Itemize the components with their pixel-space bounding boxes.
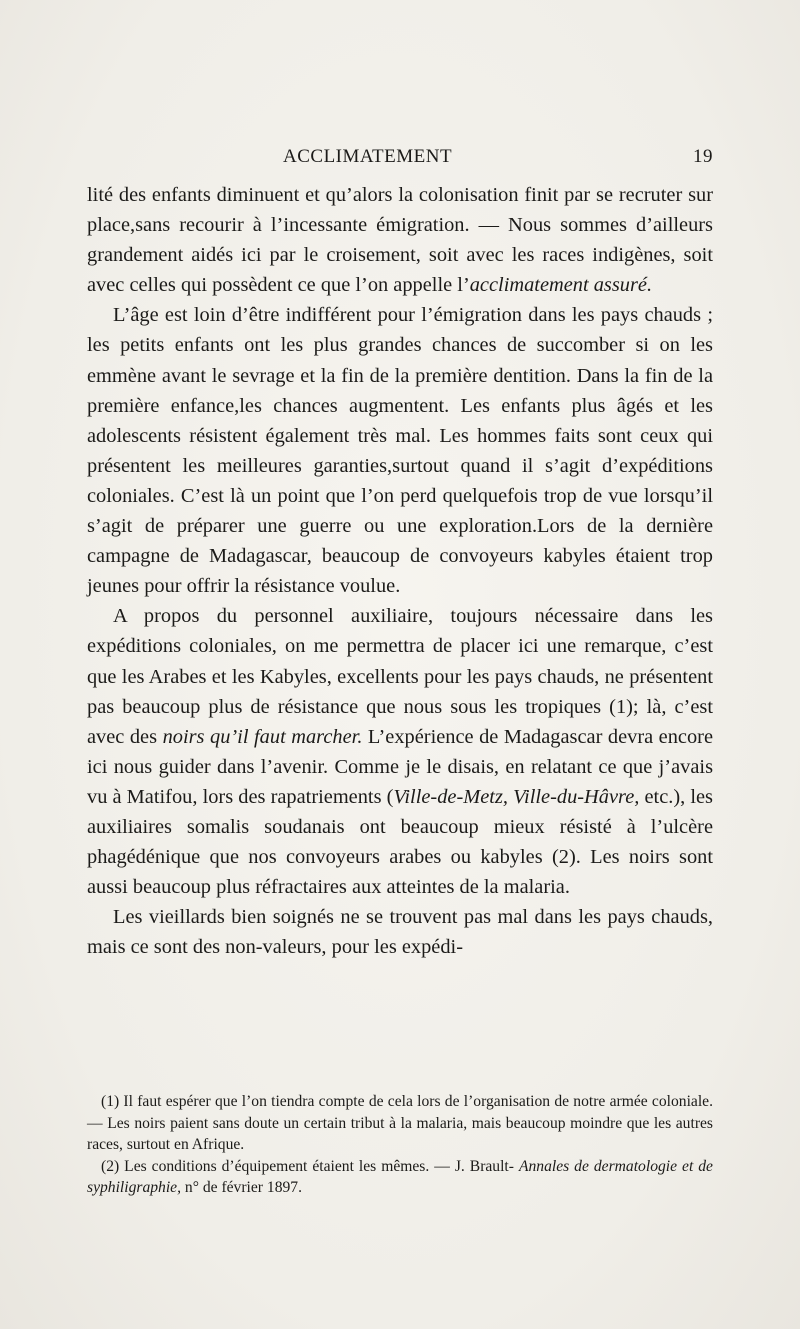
running-title: ACCLIMATEMENT bbox=[283, 146, 453, 167]
paragraph-3-text-b: L’expérience de Madagascar devra encore ici nous guider dans l’avenir. Comme je le disais, en relatant ce que j’avais vu à Matifou, lors des rapatriements ( bbox=[87, 725, 713, 808]
page-number: 19 bbox=[693, 146, 713, 167]
footnote-1: (1) Il faut espérer que l’on tiendra compte de cela lors de l’organisation de notre armée coloniale. — Les noirs paient sans doute un certain tribut à la malaria, mais beaucoup moindre que les autres races, surtout en Afrique. bbox=[87, 1093, 713, 1154]
paragraph-1 bbox=[87, 180, 713, 300]
paragraph-3 bbox=[87, 601, 713, 902]
footnote-2-text-a: (2) Les conditions d’équipement étaient les mêmes. — J. Brault- bbox=[101, 1157, 519, 1175]
paragraph-1-text: lité des enfants diminuent et qu’alors la colonisation finit par se recruter sur place,sans recourir à l’incessante émigration. — Nous sommes d’ailleurs grandement aidés ici par le croisement, soit avec les races indigènes, soit avec celles qui possèdent ce que l’on appelle l’ bbox=[87, 184, 713, 297]
footnotes bbox=[87, 1091, 713, 1199]
paragraph-3-text-a: A propos du personnel auxiliaire, toujours nécessaire dans les expéditions coloniales, on me permettra de placer ici une remarque, c’est que les Arabes et les Kabyles, excellents pour les pays chauds, ne présentent pas beaucoup plus de résistance que nous sous les tropiques (1); là, c’est avec des bbox=[87, 605, 713, 748]
paragraph-1-italic: acclimatement assuré. bbox=[469, 274, 653, 297]
main-text bbox=[87, 180, 713, 962]
paragraph-3-italic: noirs qu’il faut marcher. bbox=[162, 725, 363, 748]
footnote-2-text-b: n° de février 1897. bbox=[181, 1179, 302, 1197]
paragraph-4: Les vieillards bien soignés ne se trouvent pas mal dans les pays chauds, mais ce sont des non-valeurs, pour les expédi- bbox=[87, 906, 713, 959]
paragraph-3-ship-names: Ville-de-Metz, Ville-du-Hâvre, bbox=[393, 785, 640, 808]
footnote-2-journal: Annales de dermatologie et de syphiligraphie, bbox=[87, 1157, 713, 1197]
paragraph-3-text-c: etc.), les auxiliaires somalis soudanais ont beaucoup mieux résisté à l’ulcère phagédénique que nos convoyeurs arabes ou kabyles (2). Les noirs sont aussi beaucoup plus réfractaires aux atteintes de la malaria. bbox=[87, 785, 713, 899]
page-header bbox=[283, 146, 713, 170]
paragraph-2: L’âge est loin d’être indifférent pour l’émigration dans les pays chauds ; les petits enfants ont les plus grandes chances de succomber si on les emmène avant le sevrage et la fin de la première dentition. Dans la fin de la première enfance,les chances augmentent. Les enfants plus âgés et les adolescents résistent également très mal. Les hommes faits sont ceux qui présentent les meilleures garanties,surtout quand il s’agit d’expéditions coloniales. C’est là un point que l’on perd quelquefois trop de vue lorsqu’il s’agit de préparer une guerre ou une exploration.Lors de la dernière campagne de Madagascar, beaucoup de convoyeurs kabyles étaient trop jeunes pour offrir la résistance voulue. bbox=[87, 304, 713, 598]
footnote-2 bbox=[87, 1156, 713, 1199]
